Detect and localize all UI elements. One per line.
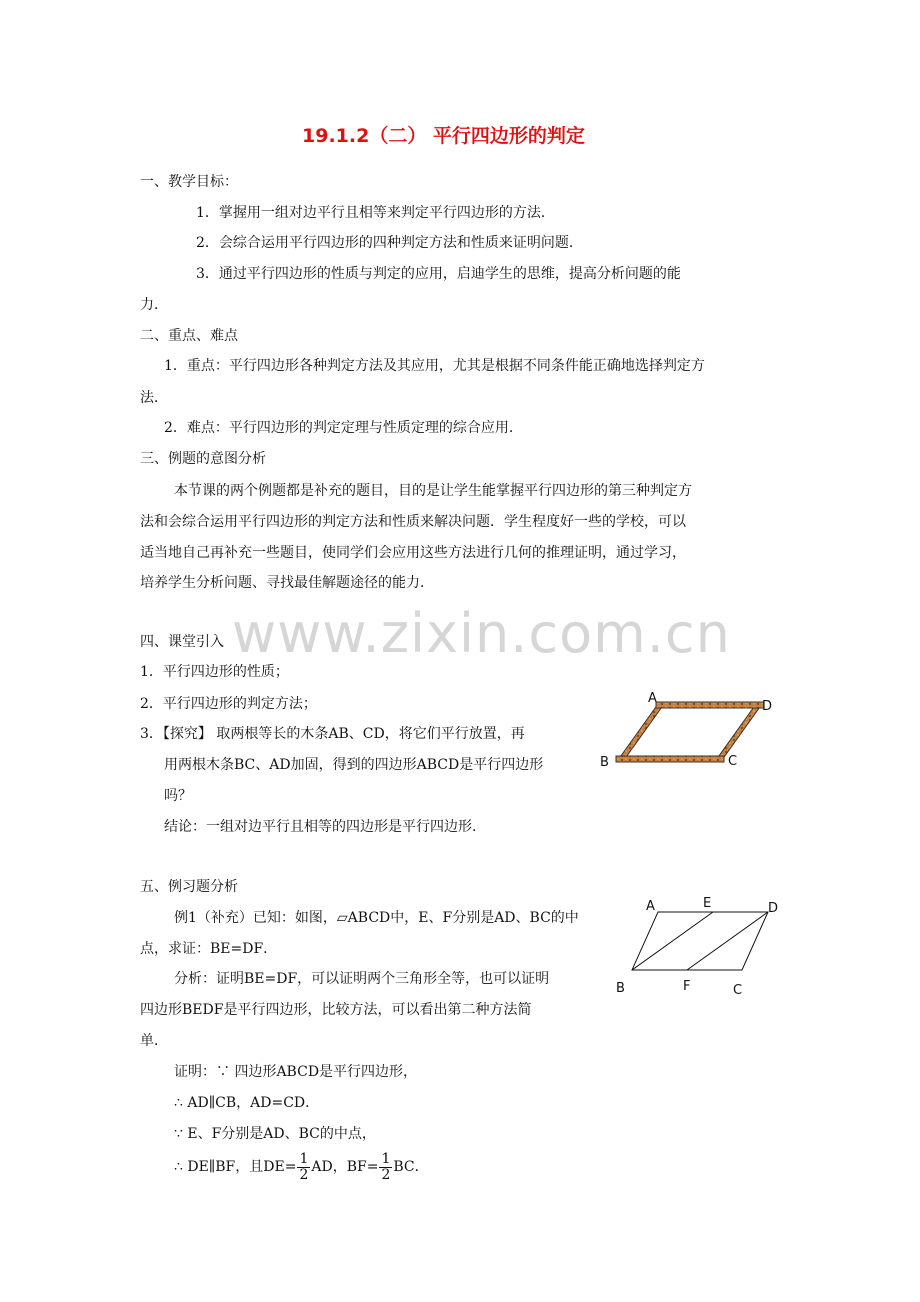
proof-line-4-part-c: BC． <box>393 1159 429 1175</box>
section-5-heading: 五、例习题分析 <box>140 879 238 895</box>
s3-paragraph-line4: 培养学生分析问题、寻找最佳解题途径的能力． <box>140 575 434 591</box>
label-e: E <box>703 896 712 911</box>
s1-item-1: 1．掌握用一组对边平行且相等来判定平行四边形的方法． <box>196 205 555 221</box>
section-1-heading: 一、教学目标： <box>140 174 238 190</box>
fraction-numerator: 1 <box>299 1150 309 1167</box>
s4-item-3-line3: 吗？ <box>164 788 192 804</box>
section-3-heading: 三、例题的意图分析 <box>140 451 266 467</box>
s2-item-1-line1: 1．重点：平行四边形各种判定方法及其应用，尤其是根据不同条件能正确地选择判定方 <box>164 358 705 374</box>
proof-line-4 <box>174 1150 429 1184</box>
proof-line-4-part-b: AD，BF= <box>311 1159 379 1175</box>
s1-item-3-line1: 3．通过平行四边形的性质与判定的应用，启迪学生的思维，提高分析问题的能 <box>196 266 681 282</box>
fraction-numerator: 1 <box>381 1150 391 1167</box>
label-d: D <box>762 699 773 714</box>
s5-example-line2: 点，求证：BE=DF． <box>140 941 278 957</box>
s4-item-3-line2: 用两根木条BC、AD加固，得到的四边形ABCD是平行四边形 <box>164 757 544 773</box>
s3-paragraph-line2: 法和会综合运用平行四边形的判定方法和性质来解决问题．学生程度好一些的学校，可以 <box>140 514 686 530</box>
parallelogram-bedf-figure <box>608 888 788 1000</box>
label-d: D <box>768 901 779 916</box>
watermark: www.zixin.com.cn <box>232 602 731 665</box>
s1-item-2: 2．会综合运用平行四边形的四种判定方法和性质来证明问题． <box>196 235 583 251</box>
proof-line-1: 证明：∵ 四边形ABCD是平行四边形， <box>174 1064 418 1080</box>
wood-strip-bc <box>616 756 724 762</box>
fraction-denominator: 2 <box>381 1166 391 1183</box>
s3-paragraph-line3: 适当地自己再补充一些题目，使同学们会应用这些方法进行几何的推理证明，通过学习， <box>140 545 686 561</box>
s2-item-2: 2．难点：平行四边形的判定定理与性质定理的综合应用． <box>164 420 523 436</box>
segment-df <box>687 912 768 970</box>
s5-analysis-line3: 单． <box>140 1033 168 1049</box>
segment-be <box>632 912 713 970</box>
proof-line-2: ∴ AD∥CB，AD=CD． <box>174 1095 320 1111</box>
s1-item-3-line2: 力． <box>140 297 168 313</box>
s4-item-2: 2．平行四边形的判定方法； <box>140 696 317 712</box>
proof-line-3: ∵ E、F分别是AD、BC的中点， <box>174 1126 376 1142</box>
label-a: A <box>648 691 657 706</box>
label-c: C <box>733 983 743 998</box>
page-title: 19.1.2（二） 平行四边形的判定 <box>302 125 585 147</box>
section-2-heading: 二、重点、难点 <box>140 328 238 344</box>
s4-item-3-line1: 3．【探究】 取两根等长的木条AB、CD，将它们平行放置，再 <box>140 726 525 742</box>
label-b: B <box>616 981 625 996</box>
s2-item-1-line2: 法． <box>140 390 168 406</box>
wood-strip-ab <box>618 704 664 760</box>
wood-strip-ad <box>656 702 764 708</box>
section-4-heading: 四、课堂引入 <box>140 634 224 650</box>
s5-example-line1: 例1（补充）已知：如图，▱ABCD中，E、F分别是AD、BC的中 <box>174 910 579 926</box>
fraction-half-1 <box>297 1152 310 1183</box>
wood-strip-cd <box>716 704 762 760</box>
fraction-half-2 <box>379 1152 392 1183</box>
label-f: F <box>683 979 691 994</box>
s5-analysis-line2: 四边形BEDF是平行四边形，比较方法，可以看出第二种方法简 <box>140 1002 532 1018</box>
s5-analysis-line1: 分析：证明BE=DF，可以证明两个三角形全等，也可以证明 <box>174 971 550 987</box>
fraction-denominator: 2 <box>299 1166 309 1183</box>
s3-paragraph-line1: 本节课的两个例题都是补充的题目，目的是让学生能掌握平行四边形的第三种判定方 <box>174 483 692 499</box>
s4-item-1: 1．平行四边形的性质； <box>140 664 289 680</box>
s4-conclusion: 结论：一组对边平行且相等的四边形是平行四边形． <box>164 819 486 835</box>
label-b: B <box>600 755 609 770</box>
label-c: C <box>728 754 738 769</box>
label-a: A <box>646 899 655 914</box>
proof-line-4-part-a: ∴ DE∥BF，且DE= <box>174 1159 297 1175</box>
wooden-parallelogram-figure <box>596 690 786 776</box>
